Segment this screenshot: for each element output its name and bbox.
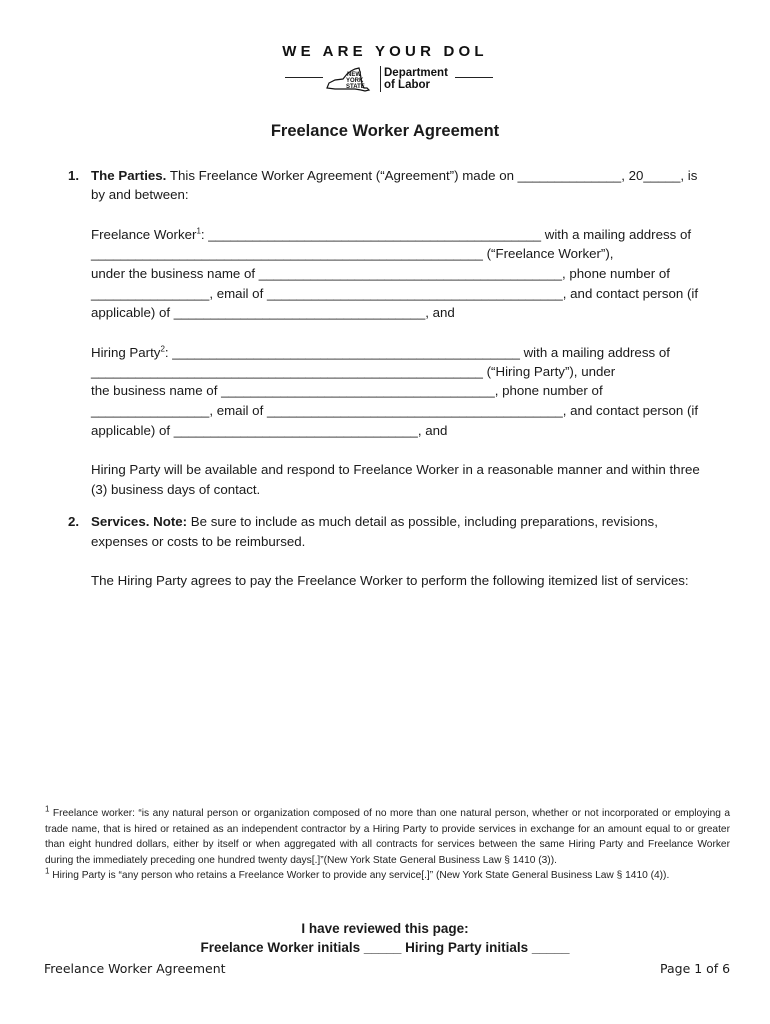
- footnote-ref-1: 1: [196, 226, 201, 236]
- logo-department: Department: [384, 67, 448, 79]
- hiring-party-line-1: [91, 343, 670, 363]
- hiring-party-business-blank[interactable]: the business name of _____________________________________, phone number of: [91, 383, 603, 398]
- section-1-line-1: [91, 166, 697, 186]
- footnote-1: [45, 806, 730, 868]
- section-1-number: 1.: [68, 168, 80, 183]
- footnote-ref-2: 2: [160, 344, 165, 354]
- logo-new-text: NEW: [347, 72, 361, 78]
- review-heading: I have reviewed this page:: [301, 921, 469, 936]
- hiring-party-name-blank[interactable]: : _______________________________________________ with a mailing address of: [164, 345, 670, 360]
- footnote-2-mark: 1: [45, 866, 50, 876]
- section-2-line-2: expenses or costs to be reimbursed.: [91, 534, 306, 549]
- hiring-party-address-blank[interactable]: _____________________________________________________ (“Hiring Party”), under: [91, 364, 616, 379]
- freelance-worker-label: Freelance Worker: [91, 227, 197, 242]
- page-number: Page 1 of 6: [660, 961, 731, 976]
- footnotes: [45, 806, 730, 884]
- dol-tagline: WE ARE YOUR DOL: [282, 43, 488, 60]
- hiring-party-phone-email-blank[interactable]: ________________, email of ________________________________________, and contact person (if: [91, 403, 699, 418]
- section-2-heading: Services. Note:: [91, 514, 188, 529]
- section-1-intro: This Freelance Worker Agreement (“Agreement”) made on ______________, 20_____, is: [166, 168, 698, 183]
- section-2-note: Be sure to include as much detail as possible, including preparations, revisions,: [187, 514, 658, 529]
- initials-line[interactable]: Freelance Worker initials _____ Hiring Party initials _____: [200, 940, 570, 955]
- footnote-1-mark: 1: [45, 804, 50, 814]
- freelance-worker-name-blank[interactable]: : _____________________________________________ with a mailing address of: [200, 227, 692, 242]
- freelance-worker-phone-email-blank[interactable]: ________________, email of ________________________________________, and contact person (if: [91, 286, 699, 301]
- footnote-1-text: Freelance worker: “is any natural person or organization composed of no more than one natural person, whether or not incorporated or employing a trade name, that is hired or retained as an independent contractor by a Hiring Party to provide services in exchange for an amount equal to or greater than eight hundred dollars, either by itself or when aggregated with all contracts for services between the same Hiring Party and Freelance Worker during the immediately preceding one hundred twenty days[.]”(New York State General Business Law § 1410 (3)).: [45, 808, 730, 866]
- logo-rule-left: [285, 77, 323, 78]
- freelance-worker-address-blank[interactable]: _____________________________________________________ (“Freelance Worker”),: [91, 246, 614, 261]
- document-title: Freelance Worker Agreement: [270, 122, 500, 140]
- section-2-line-1: [91, 512, 658, 532]
- hiring-party-contact-blank[interactable]: applicable) of _________________________________, and: [91, 423, 448, 438]
- availability-line-1: Hiring Party will be available and respond to Freelance Worker in a reasonable manner and within three: [91, 462, 700, 477]
- footnote-2: [45, 868, 730, 884]
- logo-york-text: YORK: [346, 78, 364, 84]
- section-1-heading: The Parties.: [91, 168, 167, 183]
- logo-rule-right: [455, 77, 493, 78]
- availability-line-2: (3) business days of contact.: [91, 482, 261, 497]
- hiring-party-label: Hiring Party: [91, 345, 161, 360]
- footnote-2-text: Hiring Party is “any person who retains a Freelance Worker to provide any service[.]” (New York State General Business Law § 1410 (4)).: [49, 870, 670, 882]
- new-york-state-icon: [325, 66, 377, 94]
- logo-state-text: STATE: [346, 84, 365, 90]
- freelance-worker-line-1: [91, 225, 691, 245]
- section-2-number: 2.: [68, 514, 80, 529]
- footer-document-name: Freelance Worker Agreement: [44, 961, 226, 976]
- nys-dol-logo: [0, 66, 770, 96]
- freelance-worker-business-blank[interactable]: under the business name of _________________________________________, phone number of: [91, 266, 670, 281]
- services-agreement-text: The Hiring Party agrees to pay the Freelance Worker to perform the following itemized list of services:: [91, 573, 689, 588]
- logo-of-labor: of Labor: [384, 79, 430, 91]
- section-1-line-2: by and between:: [91, 187, 189, 202]
- logo-department-text: [384, 67, 448, 91]
- logo-divider: [380, 66, 381, 92]
- freelance-worker-contact-blank[interactable]: applicable) of __________________________________, and: [91, 305, 455, 320]
